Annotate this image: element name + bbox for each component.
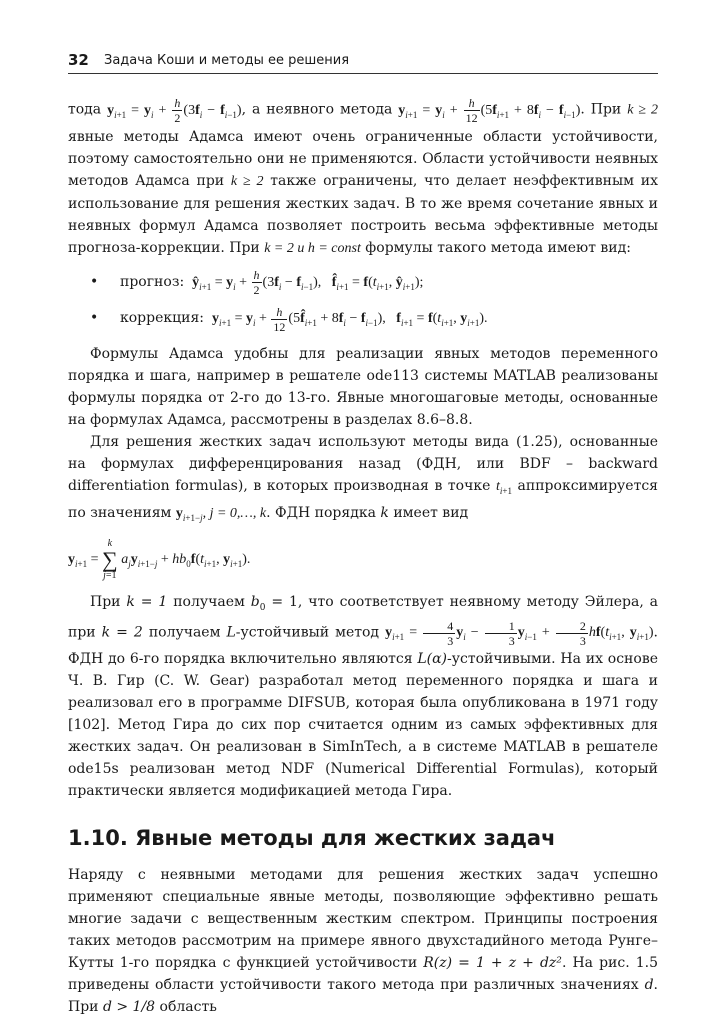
sum-symbol: k ∑ j=1 [102, 537, 118, 581]
predict-label: прогноз: [120, 273, 185, 290]
inline-math: R(z) = 1 + z + dz² [423, 955, 562, 972]
list-item-correct [68, 302, 658, 339]
inline-math: $y_{i+1-j}$ [175, 505, 203, 523]
inline-math: d [644, 977, 654, 994]
paragraph-gear: При k = 1 получаем $b_0 = 1$, что соответствует неявному методу Эйлера, а при k = 2 получаем L-устойчивый метод $y_{i+1}$ = $\frac{4}{3}$ $y_i$ − $\frac{1}{3}$ $y_{i-1}$ + $\frac{2}{3}$ $hf(t_{i+1}$, $y_{i+1}$). ФДН до 6-го порядка включительно являются L(α)-устойчивыми. На их основе Ч. В. Гир (C. W. Gear) разработал метод переменного порядка и шага и реализовал его в программе DIFSUB, которая была опубликована в 1971 году [102]. Метод Гира до сих пор считается одним из самых эффективных для жестких задач. Он реализован в SimInTech, а в системе MATLAB в решателе ode15s реализован метод NDF (Numerical Differential Formulas), который практически является модификацией метода Гира. [68, 593, 659, 800]
page-body [68, 96, 658, 1018]
text-span: аппроксимируется по значениям [68, 478, 658, 521]
text-span: -устойчивый метод [235, 624, 386, 641]
paragraph-explicit-stiff [68, 864, 658, 1018]
header-rule [68, 73, 658, 74]
paragraph-adams-stability [68, 96, 658, 260]
correct-label: коррекция: [120, 310, 205, 327]
inline-math: b [250, 593, 260, 610]
formula-bdf2: $y_{i+1}$ = $\frac{4}{3}$ $y_i$ − $\frac{1}{3}$ $y_{i-1}$ + $\frac{2}{3}$ $hf(t_{i+1}$, $y_{i+1}$) [385, 618, 654, 648]
inline-math: L [226, 624, 236, 641]
paragraph-adams-variable: Формулы Адамса удобны для реализации явных методов переменного порядка и шага, например в решателе ode113 системы MATLAB реализованы формулы порядка от 2-го до 13-го. Явные многошаговые методы, основанные на формулах Адамса, рассмотрены в разделах 8.6–8.8. [68, 346, 658, 429]
formula-explicit-adams: $y_{i+1} = y_i$ + $\frac{h}{2}$ $(3f_i - f_{i-1})$ [107, 96, 242, 125]
text-span: получаем [167, 593, 251, 610]
inline-math: L(α) [417, 651, 448, 668]
inline-math: $t_{i+1}$ [495, 479, 512, 496]
text-span: получаем [142, 624, 227, 641]
text-span: явные методы Адамса имеют очень ограниченные области устойчивости, поэтому самостоятельно они не применяются. Области устойчивости неявных методов Адамса при [68, 128, 658, 189]
text-span: . ФДН до 6-го порядка включительно являются [68, 624, 658, 668]
text-span: . ФДН порядка [266, 504, 381, 521]
text-span: = 1, что соответствует неявному методу Эйлера, а при [68, 593, 659, 641]
running-title: Задача Коши и методы ее решения [104, 53, 350, 68]
inline-math: d > 1/8 [102, 999, 156, 1016]
formula-bdf: $y_{i+1} = k$ ∑ j=1 $a_jy_{i+1-j} + hb_0f(t_{i+1}$, $y_{i+1}$). [68, 537, 251, 581]
inline-math: k = 2 [101, 624, 143, 641]
predictor-corrector-list [68, 266, 658, 340]
text-span: . На рис. 1.5 приведены области устойчивости такого метода при различных значениях [68, 955, 658, 994]
formula-implicit-adams: $y_{i+1} = y_i$ + $\frac{h}{12}$ $(5f_{i+1} + 8f_i - f_{i-1})$ [398, 96, 581, 125]
text-span: формулы такого метода имеют вид: [360, 239, 631, 256]
inline-math: k = 2 и h = const [264, 240, 361, 256]
formula-correct: $y_{i+1} = y_i$ + $\frac{h}{12}$ $(5f̂_{i+1} + 8f_i - f_{i-1})$, $f_{i+1} = f(t_{i+1}$, $y_{i+1}$). [211, 304, 488, 334]
text-span: , а неявного метода [241, 101, 393, 118]
running-header [68, 46, 658, 74]
inline-math: k = 1 [126, 593, 168, 610]
paragraph-bdf [68, 431, 658, 529]
text-span: -устойчивыми. На их основе Ч. В. Гир (C. W. Gear) разработал метод переменного порядка и шага и реализовал его в программе DIFSUB, которая была опубликована в 1971 году [102]. Метод Гира до сих пор считается одним из самых эффективных для жестких задач. Он реализован в SimInTech, а в системе MATLAB в решателе ode15s реализован метод NDF (Numerical Differential Formulas), который практически является модификацией метода Гира. [68, 651, 658, 800]
page-number: 32 [68, 51, 89, 69]
formula-predict: $ŷ_{i+1} = y_i$ + $\frac{h}{2}$ $(3f_i - f_{i-1})$, $f̂_{i+1} = f(t_{i+1}$, $ŷ_{i+1}$); [192, 267, 424, 297]
inline-math: , j = 0,…, k [202, 505, 267, 521]
text-span: Для решения жестких задач используют методы вида (1.25), основанные на формулах дифференцирования назад (ФДН, или BDF – backward differentiation formulas), в которых производная в точке [68, 434, 658, 495]
inline-math: k ≥ 2 [230, 173, 264, 189]
text-span: . При [580, 101, 622, 118]
section-heading: 1.10. Явные методы для жестких задач [68, 826, 556, 851]
inline-math: k ≥ 2 [627, 102, 659, 118]
text-span: также ограничены, что делает неэффективным их использование для решения жестких задач. В то же время сочетание явных и неявных формул Адамса позволяет построить весьма эффективные методы прогноза-коррекции. При [68, 172, 658, 256]
text-span: область [155, 999, 217, 1016]
text-span: При [90, 593, 127, 610]
text-span: имеет вид [388, 504, 469, 521]
list-item-predict [68, 266, 658, 303]
text-span: . При [68, 977, 658, 1016]
text-span: тода [68, 101, 102, 118]
text-span: Наряду с неявными методами для решения жестких задач успешно применяют специальные явные методы, позволяющие эффективно решать многие задачи с вещественным жестким спектром. Принципы построения таких методов рассмотрим на примере явного двухстадийного метода Рунге–Кутты 1-го порядка с функцией устойчивости [68, 867, 658, 972]
inline-math: k [380, 504, 389, 521]
